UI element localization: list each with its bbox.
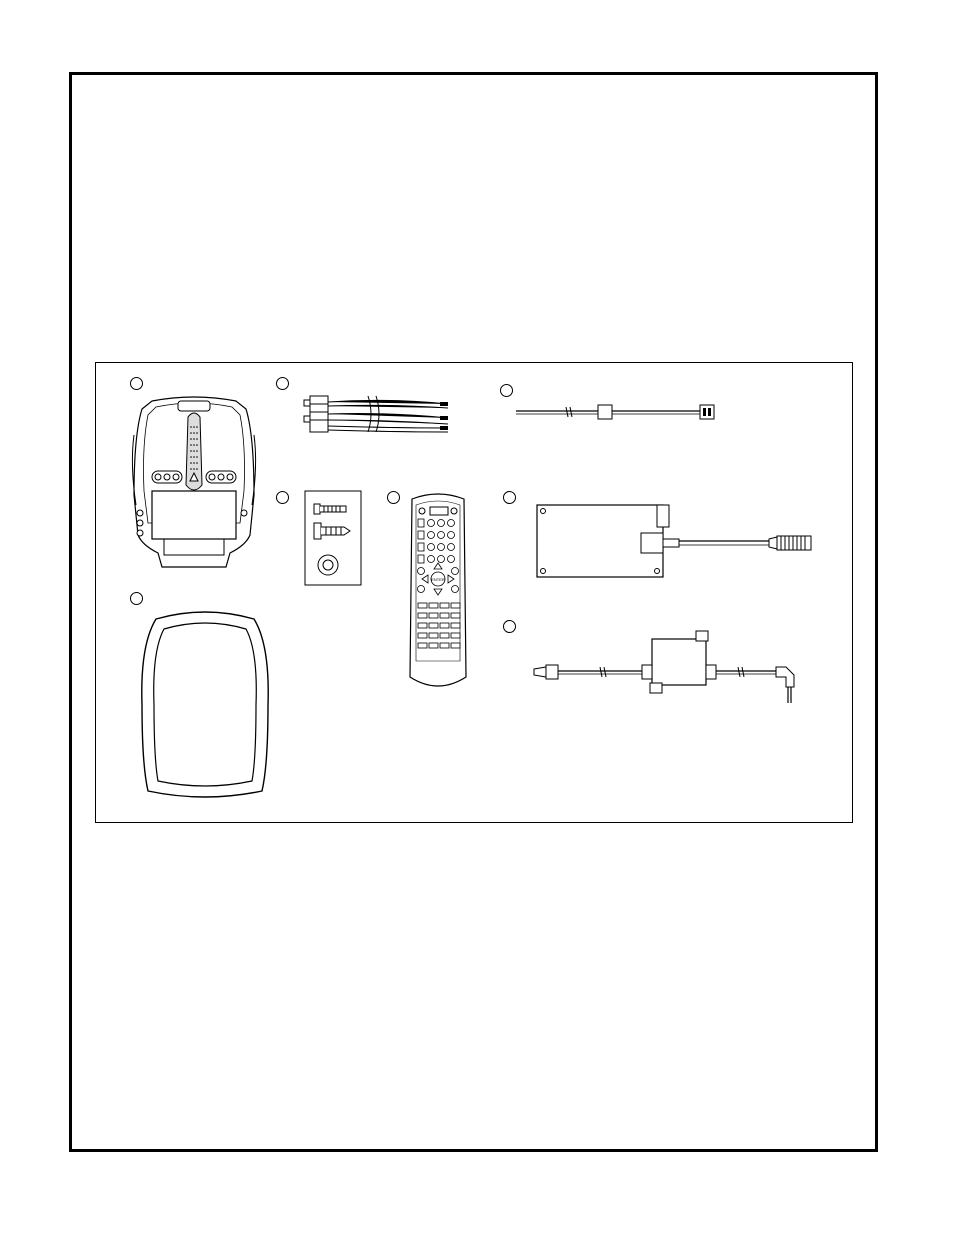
part-marker-wire-harness (276, 377, 289, 390)
fm-modulator-icon (532, 629, 814, 709)
remote-enter-label: ENTER (431, 577, 445, 582)
ir-transmitter-module-icon (533, 501, 815, 581)
part-marker-fm-modulator (503, 620, 516, 633)
mounting-screws-icon (304, 490, 362, 586)
inline-power-cable-icon (514, 401, 729, 423)
part-marker-remote (387, 491, 400, 504)
part-marker-power-cable (500, 384, 513, 397)
wire-harness-icon (298, 394, 454, 436)
trim-ring-icon (136, 605, 274, 803)
part-marker-trim-ring (130, 592, 143, 605)
part-marker-monitor (130, 377, 143, 390)
parts-figure-panel (95, 362, 853, 823)
remote-control-icon (406, 491, 470, 693)
overhead-monitor-icon (130, 395, 258, 570)
part-marker-ir-transmitter (503, 491, 516, 504)
part-marker-screws (276, 491, 289, 504)
